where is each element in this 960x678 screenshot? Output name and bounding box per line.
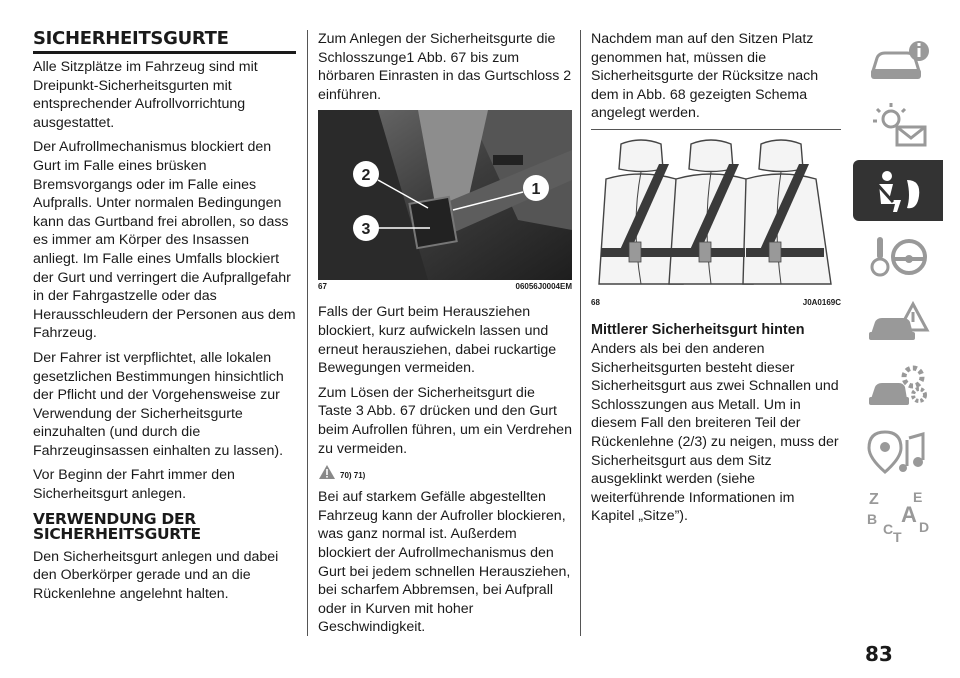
paragraph: Anders als bei den anderen Sicherheitsgurten besteht dieser Sicherheitsgurt aus zwei Schnallen und Schlosszungen aus Metall. Um in diesem Fall den breiteren Teil der Rückenlehne (2/3) zu neigen, muss der Sicherheitsgurt aus dem Sitz ausgeklinkt werden (siehe weiterführende Informationen im Kapitel „Sitze”).	[591, 340, 839, 525]
tab-maintenance[interactable]	[853, 355, 943, 416]
index-letter: T	[893, 528, 902, 544]
safety-icon	[863, 166, 933, 216]
column-divider-1	[307, 30, 308, 636]
figure-number: 68	[591, 297, 600, 307]
page-number: 83	[865, 642, 893, 666]
callout-3-label: 3	[361, 221, 371, 239]
figure-code: 06056J0004EM	[515, 282, 572, 292]
paragraph: Alle Sitzplätze im Fahrzeug sind mit Dreipunkt-Sicherheitsgurten mit entsprechender Aufrollvorrichtung ausgestattet.	[33, 59, 258, 131]
tab-emergency[interactable]	[853, 290, 943, 351]
paragraph: Zum Anlegen der Sicherheitsgurte die Schlosszunge1 Abb. 67 bis zum hörbaren Einrasten in das Gurtschloss 2 einführen.	[318, 31, 572, 103]
column-1	[33, 30, 296, 609]
tab-warning-lights[interactable]	[853, 95, 943, 156]
index-letter: B	[867, 510, 878, 527]
warning-triangle-icon	[318, 464, 336, 480]
figure-caption	[318, 280, 572, 291]
paragraph: Den Sicherheitsgurt anlegen und dabei den Oberkörper gerade und an die Rückenlehne angelehnt halten.	[33, 548, 279, 602]
paragraph: Nachdem man auf den Sitzen Platz genommen hat, müssen die Sicherheitsgurte der Rücksitze nach dem in Abb. 68 gezeigten Schema angelegt werden.	[591, 31, 819, 122]
figure-code: J0A0169C	[802, 297, 841, 307]
figure-caption	[591, 296, 841, 307]
column-3	[591, 30, 841, 532]
paragraph: Falls der Gurt beim Herausziehen blockiert, kurz aufwickeln lassen und erneut herausziehen, dabei ruckartige Bewegungen vermeiden.	[318, 304, 557, 377]
figure-68	[591, 134, 841, 307]
warning-lights-icon	[863, 101, 933, 151]
rear-seats-belt-diagram	[591, 134, 841, 296]
seatbelt-buckle-photo	[318, 110, 572, 280]
chapter-tabs	[853, 30, 943, 550]
car-info-icon	[863, 36, 933, 86]
starting-driving-icon	[863, 231, 933, 281]
paragraph: Der Fahrer ist verpflichtet, alle lokalen gesetzlichen Bestimmungen hinsichtlich der Pflicht und der Vorgehensweise zur Verwendung der Sicherheitsgurte einzuhalten (und durch die Fahrzeuginsassen einhalten zu lassen).	[33, 349, 284, 459]
index-letter: C	[883, 520, 894, 537]
emergency-icon	[863, 296, 933, 346]
multimedia-icon	[863, 426, 933, 476]
warning-reference	[318, 464, 572, 480]
warning-refs: 70) 71)	[340, 471, 366, 481]
paragraph: Vor Beginn der Fahrt immer den Sicherheitsgurt anlegen.	[33, 467, 235, 503]
tab-multimedia[interactable]	[853, 420, 943, 481]
tab-index[interactable]	[853, 485, 943, 546]
index-letter: D	[919, 518, 930, 535]
tab-safety[interactable]	[853, 160, 943, 221]
maintenance-icon	[863, 361, 933, 411]
tab-car-info[interactable]	[853, 30, 943, 91]
paragraph: Zum Lösen der Sicherheitsgurt die Taste 3 Abb. 67 drücken und den Gurt beim Aufrollen führen, um ein Verdrehen zu vermeiden.	[318, 384, 572, 457]
index-letter: A	[901, 501, 917, 527]
section-title: VERWENDUNG DER SICHERHEITSGURTE	[33, 509, 201, 543]
paragraph: Der Aufrollmechanismus blockiert den Gurt im Falle eines brüsken Bremsvorgangs oder im Falle eines Aufpralls. Unter normalen Bedingungen kann das Gurtband frei abrollen, so dass es immer am Körper des Insassen anliegt. Im Falle eines Umfalls blockiert der Gurt und verringert die Aufprallgefahr in der Fahrgastzelle oder das Herausschleudern der Personen aus dem Fahrzeug.	[33, 139, 296, 342]
page-title: SICHERHEITSGURTE	[33, 30, 296, 54]
subsection-title: Mittlerer Sicherheitsgurt hinten	[591, 321, 805, 338]
callout-2-label: 2	[361, 167, 371, 185]
index-letter: Z	[869, 490, 879, 508]
index-letter: E	[913, 488, 923, 505]
figure-67	[318, 110, 572, 291]
column-divider-2	[580, 30, 581, 636]
index-icon	[863, 488, 933, 544]
paragraph: Bei auf starkem Gefälle abgestellten Fahrzeug kann der Aufroller blockieren, was ganz normal ist. Außerdem blockiert der Aufrollmechanismus den Gurt bei jedem schnellen Herausziehen, bei scharfem Abbremsen, bei Aufprall oder in Kurven mit hoher Geschwindigkeit.	[318, 489, 571, 636]
callout-1-label: 1	[531, 181, 541, 199]
column-2	[318, 30, 572, 643]
figure-number: 67	[318, 282, 327, 292]
tab-starting-driving[interactable]	[853, 225, 943, 286]
